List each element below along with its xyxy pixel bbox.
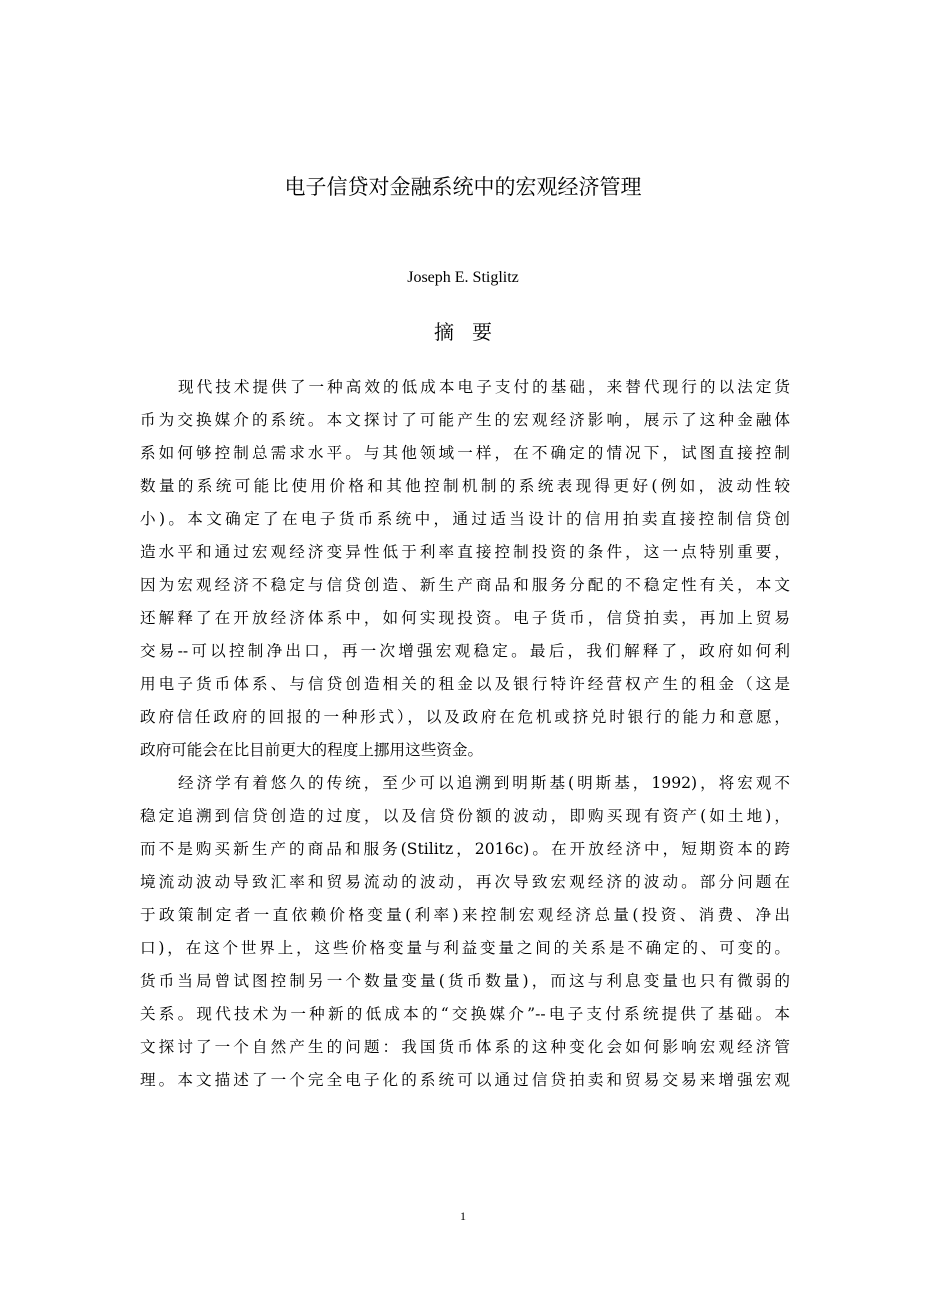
paragraph-line: 交易--可以控制净出口，再一次增强宏观稳定。最后，我们解释了，政府如何利 <box>140 642 790 660</box>
paragraph-line: 政府可能会在比目前更大的程度上挪用这些资金。 <box>140 741 484 759</box>
paragraph-line: 政府信任政府的回报的一种形式），以及政府在危机或挤兑时银行的能力和意愿， <box>140 708 790 726</box>
paragraph-line: 币为交换媒介的系统。本文探讨了可能产生的宏观经济影响，展示了这种金融体 <box>140 411 790 429</box>
paragraph-line: 还解释了在开放经济体系中，如何实现投资。电子货币，信贷拍卖，再加上贸易 <box>140 609 790 627</box>
paragraph-line: 系如何够控制总需求水平。与其他领域一样，在不确定的情况下，试图直接控制 <box>140 444 790 462</box>
paragraph-line: 而不是购买新生产的商品和服务(Stilitz，2016c)。在开放经济中，短期资本的跨 <box>140 840 790 858</box>
paragraph-line: 关系。现代技术为一种新的低成本的“交换媒介”--电子支付系统提供了基础。本 <box>140 1005 790 1023</box>
paragraph-line: 境流动波动导致汇率和贸易流动的波动，再次导致宏观经济的波动。部分问题在 <box>140 873 790 891</box>
paragraph-line: 小)。本文确定了在电子货币系统中，通过适当设计的信用拍卖直接控制信贷创 <box>140 510 790 528</box>
paragraph-line: 数量的系统可能比使用价格和其他控制机制的系统表现得更好(例如，波动性较 <box>140 477 790 495</box>
paragraph-line: 现代技术提供了一种高效的低成本电子支付的基础，来替代现行的以法定货 <box>178 378 790 396</box>
paragraph-line: 于政策制定者一直依赖价格变量(利率)来控制宏观经济总量(投资、消费、净出 <box>140 906 790 924</box>
paragraph-line: 用电子货币体系、与信贷创造相关的租金以及银行特许经营权产生的租金（这是 <box>140 675 790 693</box>
paragraph-line: 文探讨了一个自然产生的问题：我国货币体系的这种变化会如何影响宏观经济管 <box>140 1038 790 1056</box>
paragraph-line: 货币当局曾试图控制另一个数量变量(货币数量)，而这与利息变量也只有微弱的 <box>140 972 790 990</box>
paragraph-line: 经济学有着悠久的传统，至少可以追溯到明斯基(明斯基，1992)，将宏观不 <box>178 774 790 792</box>
paper-title: 电子信贷对金融系统中的宏观经济管理 <box>284 175 642 199</box>
paragraph-line: 稳定追溯到信贷创造的过度，以及信贷份额的波动，即购买现有资产(如土地)， <box>140 807 790 825</box>
body-text <box>140 371 790 1097</box>
paragraph-line: 造水平和通过宏观经济变异性低于利率直接控制投资的条件，这一点特别重要， <box>140 543 790 561</box>
paragraph-line: 理。本文描述了一个完全电子化的系统可以通过信贷拍卖和贸易交易来增强宏观 <box>140 1071 790 1089</box>
abstract-heading: 摘要 <box>434 320 510 344</box>
page-number: 1 <box>460 1209 466 1223</box>
author-name: Joseph E. Stiglitz <box>407 269 519 286</box>
paragraph-line: 因为宏观经济不稳定与信贷创造、新生产商品和服务分配的不稳定性有关，本文 <box>140 576 790 594</box>
paragraph-line: 口)，在这个世界上，这些价格变量与利益变量之间的关系是不确定的、可变的。 <box>140 939 790 957</box>
